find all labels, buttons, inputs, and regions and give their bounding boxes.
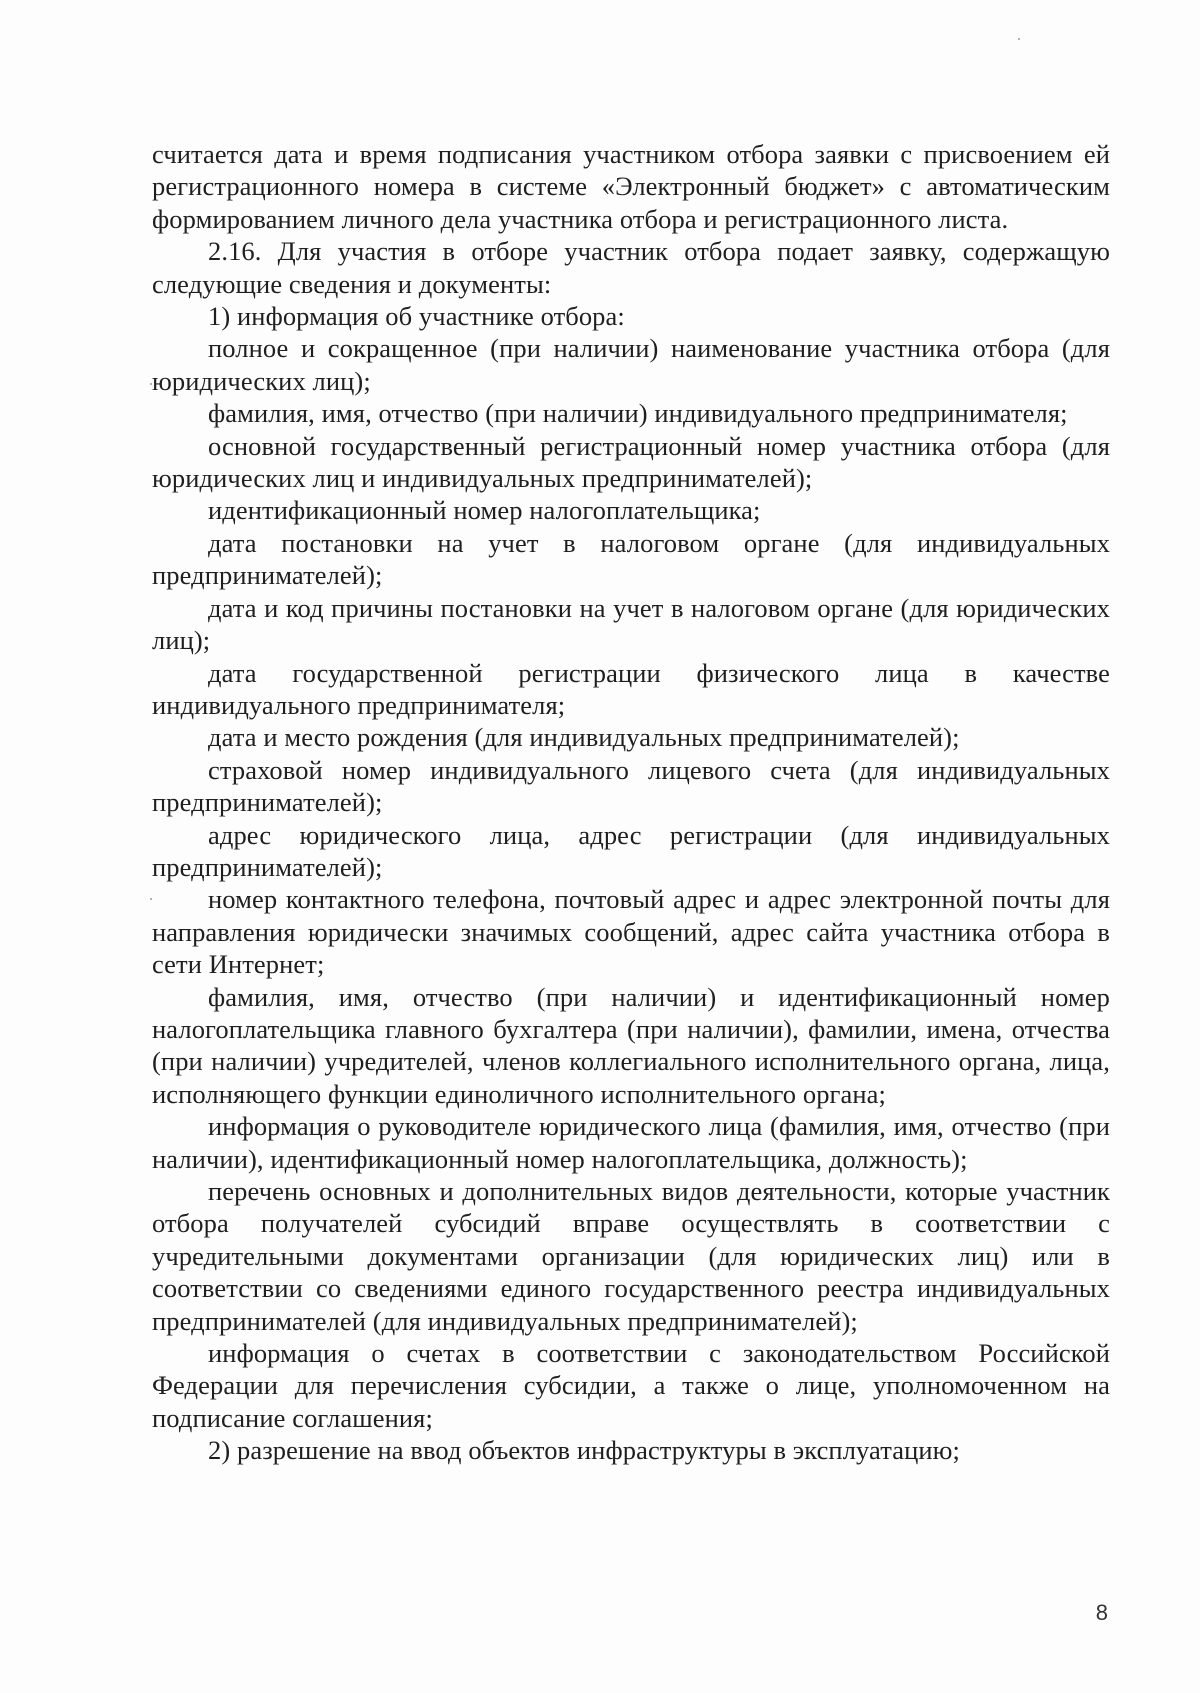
paragraph-snils: страховой номер индивидуального лицевого счета (для индивидуальных предпринимателей);	[152, 754, 1110, 818]
paragraph-kpp: дата и код причины постановки на учет в налоговом органе (для юридических лиц);	[152, 592, 1110, 656]
paragraph-full-name: полное и сокращенное (при наличии) наименование участника отбора (для юридических лиц);	[152, 333, 1110, 396]
page-number: 8	[1095, 1600, 1108, 1625]
document-body	[152, 138, 1110, 1467]
paragraph-accounts: информация о счетах в соответствии с законодательством Российской Федерации для перечисления субсидии, а также о лице, уполномоченном на подписание соглашения;	[152, 1338, 1110, 1433]
paragraph-birth: дата и место рождения (для индивидуальных предпринимателей);	[208, 722, 960, 753]
paragraph-inn: идентификационный номер налогоплательщика;	[208, 495, 761, 526]
paragraph-fio: фамилия, имя, отчество (при наличии) индивидуального предпринимателя;	[208, 398, 1068, 429]
paragraph-contacts: номер контактного телефона, почтовый адрес и адрес электронной почты для направления юридически значимых сообщений, адрес сайта участника отбора в сети Интернет;	[152, 884, 1110, 980]
paragraph-continuation: считается дата и время подписания участником отбора заявки с присвоением ей регистрационного номера в системе «Электронный бюджет» с автоматическим формированием личного дела участника отбора и регистрационного листа.	[152, 139, 1110, 234]
paragraph-item-1: 1) информация об участнике отбора:	[208, 301, 625, 332]
paragraph-address: адрес юридического лица, адрес регистрации (для индивидуальных предпринимателей);	[152, 819, 1110, 882]
scan-speck	[150, 898, 152, 900]
scan-speck	[150, 383, 152, 385]
paragraph-clause-2-16: 2.16. Для участия в отборе участник отбора подает заявку, содержащую следующие сведения и документы:	[152, 236, 1110, 299]
paragraph-tax-registration-date: дата постановки на учет в налоговом органе (для индивидуальных предпринимателей);	[152, 527, 1110, 591]
paragraph-activities: перечень основных и дополнительных видов деятельности, которые участник отбора получателей субсидий вправе осуществлять в соответствии с учредительными документами организации (для юридических лиц) или в соответствии со сведениями единого государственного реестра индивидуальных предпринимателей (для индивидуальных предпринимателей);	[152, 1176, 1110, 1336]
paragraph-item-2: 2) разрешение на ввод объектов инфраструктуры в эксплуатацию;	[208, 1435, 961, 1466]
paragraph-director: информация о руководителе юридического лица (фамилия, имя, отчество (при наличии), идентификационный номер налогоплательщика, должность);	[152, 1111, 1110, 1174]
paragraph-ogrn: основной государственный регистрационный номер участника отбора (для юридических лиц и индивидуальных предпринимателей);	[152, 430, 1110, 494]
paragraph-accountant-founders: фамилия, имя, отчество (при наличии) и идентификационный номер налогоплательщика главного бухгалтера (при наличии), фамилии, имена, отчества (при наличии) учредителей, членов коллегиального исполнительного органа, лица, исполняющего функции единоличного исполнительного органа;	[152, 981, 1110, 1109]
paragraph-state-registration: дата государственной регистрации физического лица в качестве индивидуального предпринимателя;	[152, 657, 1110, 720]
scan-speck	[1018, 38, 1020, 40]
